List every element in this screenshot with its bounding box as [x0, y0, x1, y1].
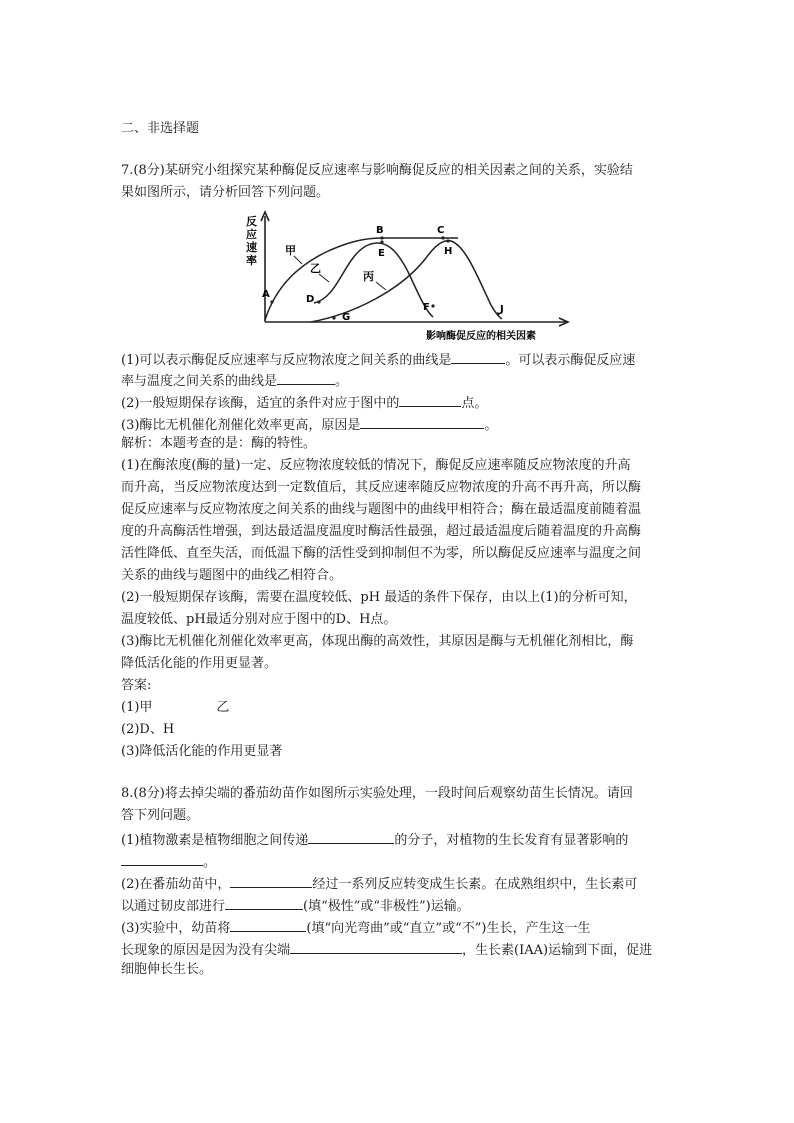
- point-d-label: D: [306, 294, 315, 305]
- analysis-line: 促反应速率与反应物浓度之间关系的曲线与题图中的曲线甲相符合；酶在最适温度前随着温: [121, 502, 642, 517]
- q8-stem-line-2: 答下列问题。: [121, 808, 200, 823]
- q7-stem-line-1: 7.(8分)某研究小组探究某种酶促反应速率与影响酶促反应的相关因素之间的关系，实验结: [121, 163, 633, 178]
- q8-sub1-line-2: [121, 851, 216, 872]
- q7-sub2-text-b: 点。: [461, 396, 488, 411]
- analysis-line: 活性降低、直至失活，而低温下酶的活性受到抑制但不为零，所以酶促反应速率与温度之间: [121, 546, 642, 561]
- q7-sub1-text-b: 。可以表示酶促反应速: [505, 353, 636, 368]
- q7-sub2-blank[interactable]: [399, 392, 461, 407]
- q7-sub1-text-c: 率与温度之间关系的曲线是: [121, 374, 278, 389]
- q8-sub3-blank-2[interactable]: [290, 939, 462, 954]
- q7-stem-line-2: 果如图所示，请分析回答下列问题。: [121, 185, 330, 200]
- q8-sub2-blank-2[interactable]: [225, 895, 303, 910]
- point-g-marker: [332, 316, 335, 319]
- q8-sub1-line-1: [121, 829, 628, 850]
- point-j-label: J: [500, 304, 504, 315]
- q7-sub1-line-1: [121, 349, 635, 370]
- q8-sub3-text-b: (填“向光弯曲”或“直立”或“不”)生长，产生这一生: [306, 921, 591, 936]
- y-label-char-3: 速: [246, 241, 257, 254]
- q7-sub3-blank[interactable]: [360, 414, 484, 429]
- q7-sub1-blank-1[interactable]: [451, 349, 505, 364]
- q8-sub2-line-1: [121, 873, 637, 894]
- bing-leader: [376, 282, 386, 290]
- analysis-line: 度的升高酶活性增强，到达最适温度温度时酶活性最强，超过最适温度后随着温度的升高酶: [121, 524, 642, 539]
- jia-leader: [294, 256, 302, 264]
- q8-stem-line-1: 8.(8分)将去掉尖端的番茄幼苗作如图所示实验处理，一段时间后观察幼苗生长情况。请回: [121, 786, 633, 801]
- q8-sub1-text-b: 的分子，对植物的生长发育有显著影响的: [394, 833, 629, 848]
- enzyme-rate-figure: [236, 208, 576, 350]
- q8-sub3-text-a: (3)实验中，幼苗将: [121, 921, 231, 936]
- q8-sub1-text-a: (1)植物激素是植物细胞之间传递: [121, 833, 309, 848]
- point-e-label: E: [378, 248, 385, 259]
- answer-line-1: [121, 699, 229, 717]
- yi-leader: [319, 274, 329, 282]
- q7-sub1-line-2: [121, 370, 348, 391]
- q7-sub1-blank-2[interactable]: [277, 370, 335, 385]
- answer-line-2: (2)D、H: [121, 722, 175, 737]
- x-label: 影响酶促反应的相关因素: [426, 331, 536, 342]
- q7-sub1-text-d: 。: [335, 374, 349, 389]
- analysis-line: (1)在酶浓度(酶的量)一定、反应物浓度较低的情况下，酶促反应速率随反应物浓度的升高: [121, 458, 631, 473]
- curve-label-bing: 丙: [363, 270, 374, 283]
- point-b-label: B: [376, 225, 384, 236]
- analysis-line: 温度较低、pH最适分别对应于图中的D、H点。: [121, 612, 397, 627]
- point-d-marker: [317, 300, 320, 303]
- q7-sub2-line: [121, 392, 487, 413]
- point-e-marker: [380, 240, 383, 243]
- point-c-marker: [441, 236, 444, 239]
- q7-sub1-text-a: (1)可以表示酶促反应速率与反应物浓度之间关系的曲线是: [121, 353, 452, 368]
- analysis-line: (2)一般短期保存该酶，需要在温度较低、pH 最适的条件下保存，由以上(1)的分析可知，: [121, 590, 637, 605]
- analysis-line: 降低活化能的作用更显著。: [121, 656, 278, 671]
- q8-sub2-text-b: 经过一系列反应转变成生长素。在成熟组织中，生长素可: [312, 877, 638, 892]
- point-f-marker: [431, 304, 434, 307]
- q8-sub3-blank-1[interactable]: [230, 917, 306, 932]
- analysis-line: 而升高，当反应物浓度达到一定数值后，其反应速率随反应物浓度的升高不再升高，所以酶: [121, 480, 642, 495]
- q8-sub2-text-c: 以通过韧皮部进行: [121, 899, 226, 914]
- q8-sub1-text-c: 。: [203, 855, 217, 870]
- answer-title: 答案:: [121, 678, 152, 693]
- q8-sub3-text-c: 长现象的原因是因为没有尖端: [121, 943, 291, 958]
- point-a-marker: [270, 300, 273, 303]
- point-a-label: A: [262, 289, 270, 300]
- q8-sub1-blank-1[interactable]: [308, 829, 394, 844]
- y-label-char-4: 率: [246, 254, 257, 267]
- q8-sub3-text-d: ，生长素(IAA)运输到下面，促进: [462, 943, 653, 958]
- q8-sub1-blank-2[interactable]: [121, 851, 203, 866]
- curve-label-yi: 乙: [310, 262, 321, 275]
- analysis-line: (3)酶比无机催化剂催化效率更高，体现出酶的高效性，其原因是酶与无机催化剂相比，酶: [121, 634, 634, 649]
- y-label-char-2: 应: [246, 228, 257, 241]
- q8-sub2-text-d: (填“极性”或“非极性”)运输。: [303, 899, 470, 914]
- q7-sub2-text-a: (2)一般短期保存该酶，适宜的条件对应于图中的: [121, 396, 400, 411]
- q8-sub2-line-2: [121, 895, 470, 916]
- y-label-char-1: 反: [246, 215, 257, 228]
- curve-bing: [311, 241, 502, 322]
- q8-sub2-blank-1[interactable]: [230, 873, 312, 888]
- q7-sub3-text-b: 。: [484, 418, 498, 433]
- q7-sub3-line: [121, 414, 497, 435]
- point-c-label: C: [437, 225, 445, 236]
- analysis-line: 关系的曲线与题图中的曲线乙相符合。: [121, 568, 343, 583]
- point-b-marker: [380, 236, 383, 239]
- answer-1-a: (1)甲: [121, 700, 153, 715]
- point-g-label: G: [342, 312, 351, 323]
- curve-label-jia: 甲: [285, 244, 296, 257]
- point-f-label: F: [423, 302, 430, 313]
- q7-sub3-text-a: (3)酶比无机催化剂催化效率更高，原因是: [121, 418, 361, 433]
- q8-sub2-text-a: (2)在番茄幼苗中，: [121, 877, 231, 892]
- section-title: 二、非选择题: [121, 121, 200, 136]
- answer-line-3: (3)降低活化能的作用更显著: [121, 744, 283, 759]
- q8-sub3-line-3: 细胞伸长生长。: [121, 962, 213, 977]
- q8-sub3-line-2: [121, 939, 652, 960]
- point-h-marker: [446, 239, 449, 242]
- point-h-label: H: [444, 246, 453, 257]
- answer-1-b: 乙: [216, 700, 230, 715]
- q8-sub3-line-1: [121, 917, 590, 938]
- analysis-title: 解析：本题考查的是：酶的特性。: [121, 436, 317, 451]
